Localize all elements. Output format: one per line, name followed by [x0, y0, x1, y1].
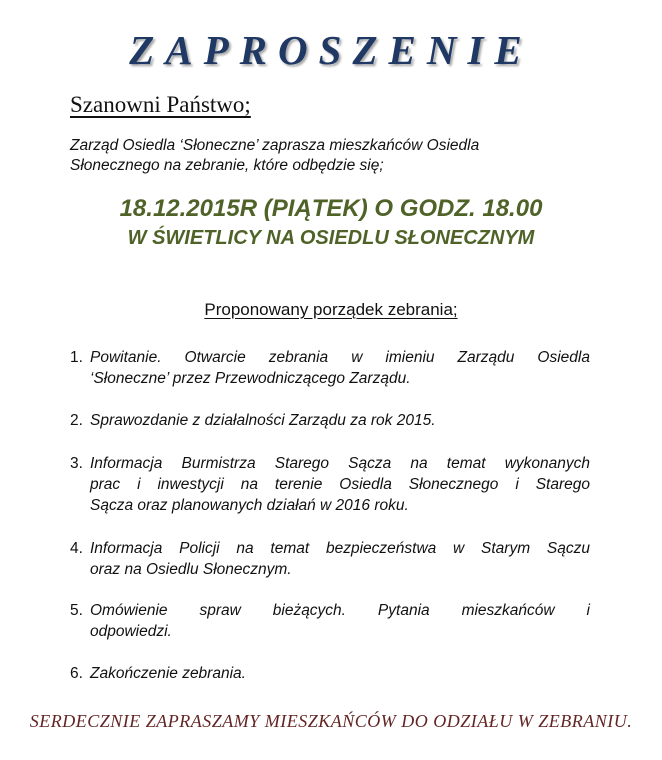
- agenda-item-line: odpowiedzi.: [90, 623, 172, 640]
- agenda-item-line: Informacja Burmistrza Starego Sącza na temat wykonanych: [90, 455, 590, 472]
- agenda-item-line: prac i inwestycji na terenie Osiedla Słonecznego i Starego: [90, 476, 590, 493]
- agenda-item-2: [70, 410, 590, 431]
- agenda-item-1: [70, 347, 590, 389]
- agenda-item-number: 5.: [70, 602, 83, 619]
- agenda-item-text: [90, 663, 590, 684]
- event-details: [0, 194, 662, 252]
- agenda-item-5: [70, 600, 590, 642]
- intro-line-1: Zarząd Osiedla ‘Słoneczne’ zaprasza mieszkańców Osiedla: [70, 137, 480, 154]
- agenda-heading: [0, 300, 662, 320]
- agenda-item-line: oraz na Osiedlu Słonecznym.: [90, 561, 292, 578]
- agenda-item-line: Informacja Policji na temat bezpieczeństwa w Starym Sączu: [90, 540, 590, 557]
- agenda-item-text: [90, 410, 590, 431]
- agenda-item-text: [90, 600, 590, 642]
- intro-paragraph: [70, 136, 590, 176]
- agenda-item-line: Zakończenie zebrania.: [90, 665, 246, 682]
- agenda-item-line: Sącza oraz planowanych działań w 2016 roku.: [90, 497, 409, 514]
- event-location: W ŚWIETLICY NA OSIEDLU SŁONECZNYM: [127, 227, 535, 249]
- agenda-item-number: 3.: [70, 455, 83, 472]
- agenda-item-3: [70, 453, 590, 516]
- agenda-item-text: [90, 453, 590, 516]
- agenda-item-6: [70, 663, 590, 684]
- agenda-item-4: [70, 538, 590, 580]
- agenda-item-number: 2.: [70, 412, 83, 429]
- page-title: ZAPROSZENIE: [129, 27, 533, 73]
- agenda-item-number: 4.: [70, 540, 83, 557]
- agenda-item-line: Omówienie spraw bieżących. Pytania mieszkańców i: [90, 602, 590, 619]
- greeting: Szanowni Państwo;: [70, 92, 251, 117]
- event-date-time: 18.12.2015R (PIĄTEK) O GODZ. 18.00: [119, 195, 543, 222]
- agenda-item-text: [90, 347, 590, 389]
- agenda-item-line: Sprawozdanie z działalności Zarządu za rok 2015.: [90, 412, 436, 429]
- agenda-item-number: 1.: [70, 349, 83, 366]
- agenda-item-line: Powitanie. Otwarcie zebrania w imieniu Zarządu Osiedla: [90, 349, 590, 366]
- closing-invitation: SERDECZNIE ZAPRASZAMY MIESZKAŃCÓW DO ODZIAŁU W ZEBRANIU.: [29, 711, 633, 731]
- agenda-item-text: [90, 538, 590, 580]
- agenda-item-number: 6.: [70, 665, 83, 682]
- intro-line-2: Słonecznego na zebranie, które odbędzie się;: [70, 157, 384, 174]
- agenda-heading-text: Proponowany porządek zebrania;: [204, 300, 458, 319]
- agenda-item-line: ‘Słoneczne’ przez Przewodniczącego Zarządu.: [90, 370, 411, 387]
